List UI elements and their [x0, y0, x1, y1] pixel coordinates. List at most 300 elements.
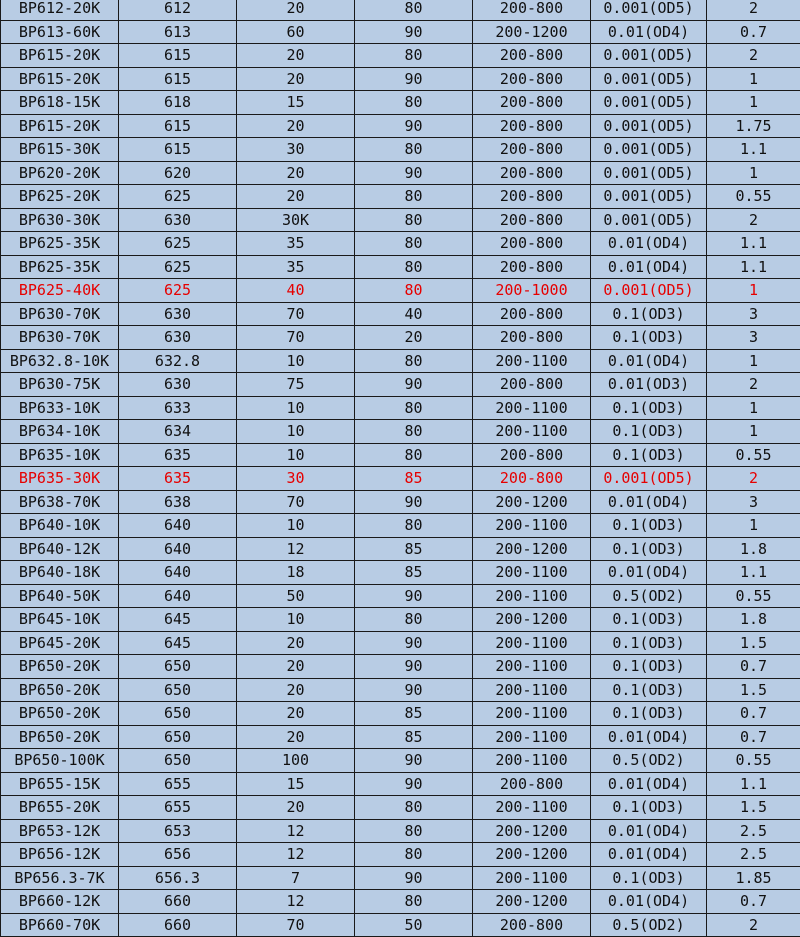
model-cell: BP615-20K: [1, 114, 119, 138]
bandwidth-cell: 15: [237, 772, 355, 796]
bandwidth-cell: 30: [237, 467, 355, 491]
range-cell: 200-1100: [473, 678, 591, 702]
price-cell: 1.85: [707, 866, 800, 890]
table-row: [1, 866, 800, 890]
price-cell: 1.1: [707, 255, 800, 279]
range-cell: 200-1200: [473, 890, 591, 914]
range-cell: 200-800: [473, 114, 591, 138]
bandwidth-cell: 20: [237, 702, 355, 726]
wavelength-cell: 650: [119, 702, 237, 726]
table-row: [1, 279, 800, 303]
wavelength-cell: 660: [119, 890, 237, 914]
wavelength-cell: 613: [119, 20, 237, 44]
bandwidth-cell: 20: [237, 67, 355, 91]
range-cell: 200-1100: [473, 702, 591, 726]
wavelength-cell: 612: [119, 0, 237, 20]
transmission-cell: 90: [355, 749, 473, 773]
table-row: [1, 913, 800, 937]
range-cell: 200-800: [473, 772, 591, 796]
model-cell: BP630-75K: [1, 373, 119, 397]
transmission-cell: 85: [355, 537, 473, 561]
range-cell: 200-1200: [473, 20, 591, 44]
blocking-cell: 0.001(OD5): [591, 114, 707, 138]
table-row: [1, 185, 800, 209]
price-cell: 1.5: [707, 678, 800, 702]
wavelength-cell: 656: [119, 843, 237, 867]
range-cell: 200-800: [473, 255, 591, 279]
range-cell: 200-800: [473, 913, 591, 937]
table-row: [1, 796, 800, 820]
blocking-cell: 0.01(OD4): [591, 890, 707, 914]
model-cell: BP620-20K: [1, 161, 119, 185]
range-cell: 200-1200: [473, 608, 591, 632]
blocking-cell: 0.1(OD3): [591, 302, 707, 326]
transmission-cell: 90: [355, 678, 473, 702]
wavelength-cell: 650: [119, 725, 237, 749]
transmission-cell: 90: [355, 373, 473, 397]
price-cell: 1.5: [707, 796, 800, 820]
table-row: [1, 890, 800, 914]
model-cell: BP660-12K: [1, 890, 119, 914]
price-cell: 1: [707, 67, 800, 91]
price-cell: 0.55: [707, 185, 800, 209]
table-row: [1, 490, 800, 514]
transmission-cell: 85: [355, 467, 473, 491]
wavelength-cell: 634: [119, 420, 237, 444]
model-cell: BP630-70K: [1, 302, 119, 326]
transmission-cell: 90: [355, 114, 473, 138]
range-cell: 200-800: [473, 302, 591, 326]
blocking-cell: 0.001(OD5): [591, 185, 707, 209]
blocking-cell: 0.01(OD4): [591, 349, 707, 373]
model-cell: BP640-18K: [1, 561, 119, 585]
bandwidth-cell: 20: [237, 725, 355, 749]
model-cell: BP645-10K: [1, 608, 119, 632]
blocking-cell: 0.01(OD4): [591, 725, 707, 749]
price-cell: 1: [707, 161, 800, 185]
model-cell: BP640-10K: [1, 514, 119, 538]
model-cell: BP630-30K: [1, 208, 119, 232]
transmission-cell: 80: [355, 796, 473, 820]
model-cell: BP625-35K: [1, 255, 119, 279]
blocking-cell: 0.01(OD4): [591, 843, 707, 867]
model-cell: BP634-10K: [1, 420, 119, 444]
price-cell: 0.7: [707, 890, 800, 914]
blocking-cell: 0.1(OD3): [591, 796, 707, 820]
price-cell: 2: [707, 208, 800, 232]
price-cell: 1: [707, 396, 800, 420]
bandwidth-cell: 12: [237, 890, 355, 914]
transmission-cell: 80: [355, 443, 473, 467]
blocking-cell: 0.01(OD4): [591, 490, 707, 514]
price-cell: 1.1: [707, 232, 800, 256]
transmission-cell: 80: [355, 279, 473, 303]
blocking-cell: 0.1(OD3): [591, 326, 707, 350]
table-row: [1, 91, 800, 115]
table-row: [1, 0, 800, 20]
blocking-cell: 0.1(OD3): [591, 537, 707, 561]
table-row: [1, 44, 800, 68]
bandwidth-cell: 10: [237, 443, 355, 467]
transmission-cell: 80: [355, 255, 473, 279]
table-row: [1, 20, 800, 44]
price-cell: 1: [707, 279, 800, 303]
model-cell: BP645-20K: [1, 631, 119, 655]
blocking-cell: 0.01(OD4): [591, 772, 707, 796]
transmission-cell: 90: [355, 20, 473, 44]
model-cell: BP650-20K: [1, 725, 119, 749]
transmission-cell: 90: [355, 772, 473, 796]
table-row: [1, 326, 800, 350]
price-cell: 0.55: [707, 749, 800, 773]
model-cell: BP625-35K: [1, 232, 119, 256]
transmission-cell: 80: [355, 819, 473, 843]
price-cell: 0.7: [707, 702, 800, 726]
table-row: [1, 161, 800, 185]
bandwidth-cell: 12: [237, 843, 355, 867]
table-row: [1, 138, 800, 162]
price-cell: 2: [707, 373, 800, 397]
range-cell: 200-1100: [473, 655, 591, 679]
blocking-cell: 0.01(OD4): [591, 819, 707, 843]
wavelength-cell: 655: [119, 772, 237, 796]
transmission-cell: 50: [355, 913, 473, 937]
transmission-cell: 80: [355, 138, 473, 162]
blocking-cell: 0.01(OD4): [591, 561, 707, 585]
price-cell: 1.1: [707, 772, 800, 796]
transmission-cell: 90: [355, 866, 473, 890]
price-cell: 1: [707, 420, 800, 444]
price-cell: 3: [707, 490, 800, 514]
wavelength-cell: 635: [119, 443, 237, 467]
table-row: [1, 608, 800, 632]
bandwidth-cell: 10: [237, 396, 355, 420]
range-cell: 200-1000: [473, 279, 591, 303]
wavelength-cell: 645: [119, 631, 237, 655]
price-cell: 1: [707, 91, 800, 115]
bandwidth-cell: 20: [237, 114, 355, 138]
transmission-cell: 90: [355, 655, 473, 679]
bandwidth-cell: 10: [237, 420, 355, 444]
price-cell: 2: [707, 467, 800, 491]
wavelength-cell: 625: [119, 255, 237, 279]
range-cell: 200-800: [473, 443, 591, 467]
range-cell: 200-1100: [473, 349, 591, 373]
transmission-cell: 80: [355, 890, 473, 914]
price-cell: 1.8: [707, 537, 800, 561]
blocking-cell: 0.1(OD3): [591, 631, 707, 655]
blocking-cell: 0.001(OD5): [591, 67, 707, 91]
price-cell: 1.8: [707, 608, 800, 632]
table-row: [1, 819, 800, 843]
bandwidth-cell: 20: [237, 796, 355, 820]
table-row: [1, 631, 800, 655]
price-cell: 1: [707, 349, 800, 373]
price-cell: 0.55: [707, 584, 800, 608]
price-cell: 3: [707, 326, 800, 350]
wavelength-cell: 630: [119, 326, 237, 350]
wavelength-cell: 633: [119, 396, 237, 420]
blocking-cell: 0.001(OD5): [591, 208, 707, 232]
bandwidth-cell: 10: [237, 349, 355, 373]
blocking-cell: 0.1(OD3): [591, 443, 707, 467]
table-row: [1, 725, 800, 749]
wavelength-cell: 640: [119, 561, 237, 585]
range-cell: 200-1100: [473, 866, 591, 890]
table-row: [1, 655, 800, 679]
range-cell: 200-800: [473, 232, 591, 256]
bandwidth-cell: 15: [237, 91, 355, 115]
range-cell: 200-1100: [473, 514, 591, 538]
price-cell: 1.1: [707, 561, 800, 585]
range-cell: 200-1100: [473, 725, 591, 749]
bandwidth-cell: 12: [237, 537, 355, 561]
blocking-cell: 0.001(OD5): [591, 91, 707, 115]
price-cell: 2: [707, 44, 800, 68]
table-row: [1, 255, 800, 279]
wavelength-cell: 630: [119, 208, 237, 232]
bandwidth-cell: 20: [237, 678, 355, 702]
range-cell: 200-1100: [473, 561, 591, 585]
table-row: [1, 396, 800, 420]
price-cell: 2.5: [707, 843, 800, 867]
bandwidth-cell: 75: [237, 373, 355, 397]
model-cell: BP630-70K: [1, 326, 119, 350]
price-cell: 1: [707, 514, 800, 538]
wavelength-cell: 630: [119, 373, 237, 397]
price-cell: 0.55: [707, 443, 800, 467]
transmission-cell: 80: [355, 44, 473, 68]
wavelength-cell: 640: [119, 537, 237, 561]
wavelength-cell: 653: [119, 819, 237, 843]
model-cell: BP660-70K: [1, 913, 119, 937]
price-cell: 2.5: [707, 819, 800, 843]
bandwidth-cell: 60: [237, 20, 355, 44]
transmission-cell: 90: [355, 67, 473, 91]
price-cell: 1.5: [707, 631, 800, 655]
wavelength-cell: 615: [119, 67, 237, 91]
bandwidth-cell: 30K: [237, 208, 355, 232]
range-cell: 200-800: [473, 208, 591, 232]
model-cell: BP635-10K: [1, 443, 119, 467]
range-cell: 200-1200: [473, 490, 591, 514]
blocking-cell: 0.5(OD2): [591, 749, 707, 773]
model-cell: BP632.8-10K: [1, 349, 119, 373]
bandwidth-cell: 100: [237, 749, 355, 773]
model-cell: BP655-15K: [1, 772, 119, 796]
range-cell: 200-800: [473, 138, 591, 162]
bandwidth-cell: 30: [237, 138, 355, 162]
wavelength-cell: 635: [119, 467, 237, 491]
transmission-cell: 90: [355, 631, 473, 655]
wavelength-cell: 640: [119, 514, 237, 538]
bandwidth-cell: 70: [237, 913, 355, 937]
range-cell: 200-800: [473, 44, 591, 68]
wavelength-cell: 632.8: [119, 349, 237, 373]
price-cell: 2: [707, 0, 800, 20]
model-cell: BP656.3-7K: [1, 866, 119, 890]
wavelength-cell: 655: [119, 796, 237, 820]
bandwidth-cell: 12: [237, 819, 355, 843]
model-cell: BP655-20K: [1, 796, 119, 820]
wavelength-cell: 630: [119, 302, 237, 326]
blocking-cell: 0.001(OD5): [591, 0, 707, 20]
model-cell: BP615-30K: [1, 138, 119, 162]
range-cell: 200-1200: [473, 843, 591, 867]
table-row: [1, 420, 800, 444]
range-cell: 200-1100: [473, 749, 591, 773]
price-cell: 0.7: [707, 725, 800, 749]
blocking-cell: 0.001(OD5): [591, 44, 707, 68]
transmission-cell: 85: [355, 702, 473, 726]
bandwidth-cell: 20: [237, 161, 355, 185]
model-cell: BP640-50K: [1, 584, 119, 608]
bandwidth-cell: 18: [237, 561, 355, 585]
wavelength-cell: 638: [119, 490, 237, 514]
blocking-cell: 0.01(OD4): [591, 255, 707, 279]
model-cell: BP613-60K: [1, 20, 119, 44]
model-cell: BP650-20K: [1, 678, 119, 702]
bandwidth-cell: 50: [237, 584, 355, 608]
model-cell: BP638-70K: [1, 490, 119, 514]
model-cell: BP635-30K: [1, 467, 119, 491]
transmission-cell: 80: [355, 843, 473, 867]
wavelength-cell: 650: [119, 678, 237, 702]
wavelength-cell: 650: [119, 655, 237, 679]
range-cell: 200-1100: [473, 396, 591, 420]
range-cell: 200-800: [473, 91, 591, 115]
price-cell: 1.1: [707, 138, 800, 162]
table-row: [1, 537, 800, 561]
table-row: [1, 208, 800, 232]
bandwidth-cell: 70: [237, 302, 355, 326]
range-cell: 200-800: [473, 0, 591, 20]
price-cell: 0.7: [707, 655, 800, 679]
bandwidth-cell: 10: [237, 608, 355, 632]
transmission-cell: 80: [355, 608, 473, 632]
table-row: [1, 561, 800, 585]
table-row: [1, 702, 800, 726]
model-cell: BP640-12K: [1, 537, 119, 561]
range-cell: 200-800: [473, 161, 591, 185]
wavelength-cell: 615: [119, 114, 237, 138]
transmission-cell: 80: [355, 514, 473, 538]
range-cell: 200-1200: [473, 537, 591, 561]
bandwidth-cell: 20: [237, 0, 355, 20]
blocking-cell: 0.1(OD3): [591, 655, 707, 679]
transmission-cell: 80: [355, 208, 473, 232]
wavelength-cell: 625: [119, 185, 237, 209]
model-cell: BP650-20K: [1, 702, 119, 726]
wavelength-cell: 615: [119, 44, 237, 68]
table-row: [1, 349, 800, 373]
transmission-cell: 80: [355, 91, 473, 115]
price-cell: 2: [707, 913, 800, 937]
blocking-cell: 0.001(OD5): [591, 138, 707, 162]
table-row: [1, 678, 800, 702]
wavelength-cell: 615: [119, 138, 237, 162]
bandwidth-cell: 40: [237, 279, 355, 303]
blocking-cell: 0.01(OD3): [591, 373, 707, 397]
table-row: [1, 373, 800, 397]
transmission-cell: 85: [355, 561, 473, 585]
blocking-cell: 0.001(OD5): [591, 161, 707, 185]
model-cell: BP618-15K: [1, 91, 119, 115]
table-row: [1, 843, 800, 867]
bandwidth-cell: 20: [237, 631, 355, 655]
blocking-cell: 0.5(OD2): [591, 913, 707, 937]
range-cell: 200-800: [473, 67, 591, 91]
blocking-cell: 0.1(OD3): [591, 420, 707, 444]
table-body: [1, 0, 800, 937]
wavelength-cell: 640: [119, 584, 237, 608]
table-row: [1, 749, 800, 773]
model-cell: BP615-20K: [1, 44, 119, 68]
model-cell: BP656-12K: [1, 843, 119, 867]
table-row: [1, 232, 800, 256]
blocking-cell: 0.01(OD4): [591, 20, 707, 44]
table-row: [1, 114, 800, 138]
blocking-cell: 0.001(OD5): [591, 279, 707, 303]
transmission-cell: 90: [355, 161, 473, 185]
bandwidth-cell: 10: [237, 514, 355, 538]
transmission-cell: 90: [355, 584, 473, 608]
range-cell: 200-1100: [473, 796, 591, 820]
wavelength-cell: 645: [119, 608, 237, 632]
table-row: [1, 67, 800, 91]
transmission-cell: 85: [355, 725, 473, 749]
transmission-cell: 80: [355, 420, 473, 444]
price-cell: 1.75: [707, 114, 800, 138]
table-row: [1, 772, 800, 796]
bandwidth-cell: 70: [237, 326, 355, 350]
bandwidth-cell: 20: [237, 655, 355, 679]
range-cell: 200-1100: [473, 420, 591, 444]
blocking-cell: 0.01(OD4): [591, 232, 707, 256]
bandwidth-cell: 35: [237, 255, 355, 279]
model-cell: BP625-40K: [1, 279, 119, 303]
table-row: [1, 302, 800, 326]
model-cell: BP615-20K: [1, 67, 119, 91]
range-cell: 200-800: [473, 326, 591, 350]
table-row: [1, 467, 800, 491]
blocking-cell: 0.1(OD3): [591, 514, 707, 538]
price-cell: 3: [707, 302, 800, 326]
blocking-cell: 0.1(OD3): [591, 866, 707, 890]
wavelength-cell: 660: [119, 913, 237, 937]
transmission-cell: 80: [355, 185, 473, 209]
bandwidth-cell: 70: [237, 490, 355, 514]
model-cell: BP653-12K: [1, 819, 119, 843]
blocking-cell: 0.1(OD3): [591, 608, 707, 632]
blocking-cell: 0.1(OD3): [591, 702, 707, 726]
blocking-cell: 0.5(OD2): [591, 584, 707, 608]
model-cell: BP625-20K: [1, 185, 119, 209]
blocking-cell: 0.1(OD3): [591, 396, 707, 420]
transmission-cell: 90: [355, 490, 473, 514]
range-cell: 200-800: [473, 467, 591, 491]
table-row: [1, 584, 800, 608]
bandwidth-cell: 7: [237, 866, 355, 890]
range-cell: 200-800: [473, 185, 591, 209]
table-row: [1, 514, 800, 538]
range-cell: 200-800: [473, 373, 591, 397]
transmission-cell: 80: [355, 0, 473, 20]
model-cell: BP650-100K: [1, 749, 119, 773]
price-cell: 0.7: [707, 20, 800, 44]
bandwidth-cell: 35: [237, 232, 355, 256]
range-cell: 200-1200: [473, 819, 591, 843]
